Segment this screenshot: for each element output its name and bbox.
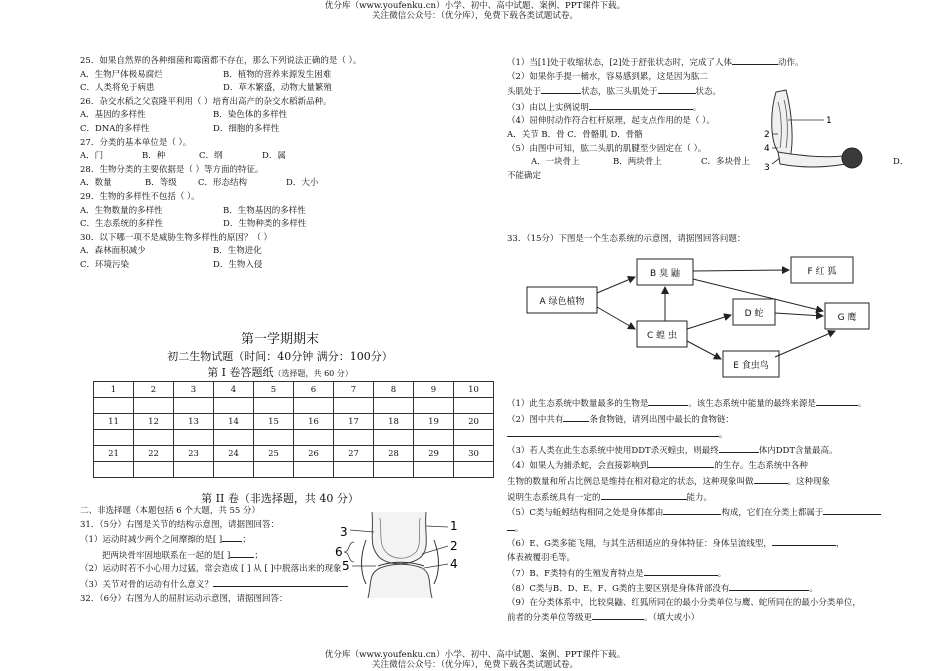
answer-cell[interactable] — [414, 430, 454, 446]
q33-text: 。该生态系统中能量的最终来源是 — [688, 399, 816, 409]
question-number-cell: 14 — [214, 414, 254, 430]
answer-cell[interactable] — [254, 462, 294, 478]
answer-cell[interactable] — [454, 398, 494, 414]
header-line-2: 关注微信公众号：（优分库），免费下载各类试题试卷。 — [371, 11, 579, 21]
question-number-cell: 6 — [294, 382, 334, 398]
q33-text: 的生存。生态系统中各种 — [714, 461, 808, 472]
option: C．人类将免于病患 — [80, 83, 155, 94]
q31-line1b-text: 把两块骨牢固地联系在一起的是[ ] — [102, 550, 231, 561]
options-25a — [80, 69, 480, 83]
question-number-cell: 19 — [414, 414, 454, 430]
arrow-a-c — [597, 307, 635, 329]
q33-line6b: 体表被覆羽毛等。 — [507, 552, 576, 563]
arrow-b-f — [693, 270, 789, 271]
exam-title: 第一学期期末 — [240, 332, 319, 347]
q31-line1-text: （1）运动时减少两个之间摩擦的是[ ] — [80, 535, 223, 546]
question-26: 26．杂交水稻之父袁隆平利用（ ）培育出高产的杂交水稻新品种。 — [80, 96, 332, 107]
q32-line1-tail: 动作。 — [778, 58, 804, 68]
answer-cell[interactable] — [414, 398, 454, 414]
question-number-cell: 30 — [454, 446, 494, 462]
option: D．细胞的多样性 — [213, 123, 280, 134]
answer-blank[interactable] — [816, 396, 858, 406]
answer-cell[interactable] — [214, 430, 254, 446]
option: A．数量 — [80, 178, 112, 189]
q33-stem: 33．（15分）下图是一个生态系统的示意图，请据图回答问题： — [507, 234, 746, 244]
q31-line1b: 把两块骨牢固地联系在一起的是[ ] ； — [80, 548, 500, 564]
q33-line5-tail: 。 — [507, 521, 927, 537]
options-26a — [80, 109, 480, 123]
options-30b — [80, 259, 480, 273]
footer-line-2: 关注微信公众号：（优分库），免费下载各类试题试卷。 — [371, 660, 579, 670]
answer-grid-number-row — [94, 446, 494, 462]
q33-text: （3）若人类在此生态系统中使用DDT杀灭蝗虫，则最终 — [507, 445, 719, 456]
option: D．草木繁盛，动物大量繁殖 — [223, 83, 332, 94]
node-e-label: E 食虫鸟 — [733, 361, 769, 371]
option: D．属 — [262, 151, 286, 162]
q33-text: 生物的数量和所占比例总是维持在相对稳定的状态，这种现象叫做 — [507, 476, 754, 487]
pointer-line — [350, 530, 374, 532]
arrow-c-e — [687, 341, 721, 359]
option: A．生物尸体极易腐烂 — [80, 69, 163, 80]
answer-blank[interactable] — [507, 521, 515, 531]
options-29a — [80, 205, 480, 219]
options-25b — [80, 82, 480, 96]
arrow-c-d — [687, 315, 731, 329]
answer-blank[interactable] — [644, 566, 718, 576]
option: A．生物数量的多样性 — [80, 205, 163, 216]
answer-cell[interactable] — [414, 462, 454, 478]
answer-blank[interactable] — [222, 532, 242, 542]
answer-cell[interactable] — [214, 398, 254, 414]
q33-line6: （6）E、G类多能飞翔，与其生活相适应的身体特征：身体呈流线型， ， — [507, 536, 927, 552]
option: C．形态结构 — [198, 178, 248, 189]
q33-text: （5）C类与蚯蚓结构相同之处是身体都由 — [507, 508, 664, 519]
option: D．大小 — [286, 178, 319, 189]
answer-blank[interactable] — [663, 505, 721, 515]
choice-questions — [80, 55, 480, 273]
arrow-e-g — [775, 331, 835, 357]
question-number-cell: 18 — [374, 414, 414, 430]
answer-grid-number-row — [94, 382, 494, 398]
answer-blank[interactable] — [507, 427, 719, 437]
question-number-cell: 12 — [134, 414, 174, 430]
question-number-cell: 26 — [294, 446, 334, 462]
question-number-cell: 22 — [134, 446, 174, 462]
q31-intro: 二、非选择题（本题包括 6 个大题，共 55 分） — [80, 506, 261, 516]
answer-grid-answer-row — [94, 462, 494, 478]
answer-cell[interactable] — [134, 462, 174, 478]
node-d-label: D 蛇 — [744, 309, 764, 319]
option: A．一块骨上 — [531, 157, 580, 168]
arm-label: 2 — [764, 130, 770, 140]
joint-diagram — [330, 512, 470, 598]
q32-line3-text: （3）由以上实例说明 — [507, 102, 589, 113]
q33-line2-blank: 。 — [507, 427, 927, 443]
question-number-cell: 4 — [214, 382, 254, 398]
forearm — [778, 152, 846, 167]
arrow-a-b — [597, 277, 635, 293]
answer-blank[interactable] — [589, 100, 693, 110]
answer-blank[interactable] — [563, 412, 589, 422]
answer-cell[interactable] — [94, 430, 134, 446]
answer-cell[interactable] — [374, 462, 414, 478]
answer-cell[interactable] — [94, 398, 134, 414]
node-g-label: G 鹰 — [837, 313, 857, 323]
arrow-d-g — [775, 313, 823, 316]
answer-cell[interactable] — [454, 462, 494, 478]
part1-title — [80, 364, 480, 380]
node-b-label: B 臭 鼬 — [650, 269, 680, 279]
question-number-cell: 3 — [174, 382, 214, 398]
answer-cell[interactable] — [334, 398, 374, 414]
q33-text: （1）此生态系统中数量最多的生物是 — [507, 399, 649, 409]
q31-line1: （1）运动时减少两个之间摩擦的是[ ] ； — [80, 532, 500, 548]
node-a-label: A 绿色植物 — [539, 297, 585, 307]
q33-text: 条食物链，请列出图中最长的食物链： — [589, 414, 734, 425]
option: B．种 — [142, 151, 166, 162]
q33-text: （8）C类与B、D、E、F、G类的主要区别是身体背部没有 — [507, 584, 730, 595]
question-number-cell: 28 — [374, 446, 414, 462]
options-28 — [80, 177, 480, 191]
option: D． — [893, 157, 909, 168]
q33-text: 。（填大或小） — [644, 613, 700, 624]
answer-cell[interactable] — [294, 398, 334, 414]
answer-grid — [93, 381, 494, 478]
arm-label: 3 — [764, 163, 770, 173]
answer-grid-number-row — [94, 414, 494, 430]
q33-line1: （1）此生态系统中数量最多的生物是 。该生态系统中能量的最终来源是 。 — [507, 396, 927, 412]
question-number-cell: 9 — [414, 382, 454, 398]
arm-label: 1 — [826, 116, 832, 126]
answer-cell[interactable] — [134, 430, 174, 446]
options-27 — [80, 150, 480, 164]
answer-cell[interactable] — [254, 430, 294, 446]
question-number-cell: 21 — [94, 446, 134, 462]
lower-bone — [368, 564, 432, 598]
option: C．DNA的多样性 — [80, 123, 150, 134]
options-29b — [80, 218, 480, 232]
q33-line9: （9）在分类体系中，比较臭鼬、红狐所同在的最小分类单位与鹰、蛇所同在的最小分类单位， — [507, 597, 861, 608]
answer-blank[interactable] — [648, 396, 688, 406]
q33-stem-wrap — [507, 233, 927, 247]
q33-text: （7）B、F类特有的生殖发育特点是 — [507, 568, 644, 579]
question-29: 29．生物的多样性不包括（ ）。 — [80, 191, 200, 202]
option: B．生物进化 — [213, 246, 262, 257]
answer-blank[interactable] — [823, 505, 881, 515]
question-number-cell: 29 — [414, 446, 454, 462]
question-number-cell: 20 — [454, 414, 494, 430]
option: A．基因的多样性 — [80, 110, 146, 121]
q32-text: 状态。 — [695, 87, 722, 98]
option: C．多块骨上 — [701, 157, 751, 168]
q33-line8: （8）C类与B、D、E、F、G类的主要区别是身体背部没有 。 — [507, 581, 927, 597]
q33-line7: （7）B、F类特有的生殖发育特点是 。 — [507, 566, 927, 582]
header-line-1: 优分库（www.youfenku.cn）小学、初中、高中试题、案例、PPT课件下载。 — [324, 1, 626, 11]
q33-text: 能力。 — [686, 492, 713, 503]
node-f-label: F 红 狐 — [807, 267, 837, 277]
q33-text: 。这种现象 — [787, 476, 831, 487]
question-28: 28．生物分类的主要依据是（ ）等方面的特征。 — [80, 164, 264, 175]
answer-cell[interactable] — [174, 430, 214, 446]
answer-grid-answer-row — [94, 398, 494, 414]
q33-line4c — [507, 490, 927, 506]
question-number-cell: 1 — [94, 382, 134, 398]
option: B．染色体的多样性 — [213, 110, 288, 121]
q33-text: 前者的分类单位等级更 — [507, 613, 593, 624]
question-number-cell: 27 — [334, 446, 374, 462]
q32-line2: （2）如果你手提一桶水，容易感到累，这是因为肱二 — [507, 71, 708, 82]
arm-label: 4 — [764, 144, 770, 154]
joint-label: 5 — [342, 559, 350, 573]
pointer-line — [772, 158, 780, 164]
pointer-line — [424, 564, 448, 568]
q33-line4 — [507, 458, 927, 474]
answer-cell[interactable] — [214, 462, 254, 478]
question-number-cell: 25 — [254, 446, 294, 462]
answer-cell[interactable] — [94, 462, 134, 478]
part1-title-note: （选择题，共 60 分） — [273, 369, 353, 378]
option: B．等级 — [145, 178, 177, 189]
answer-blank[interactable] — [592, 610, 644, 620]
food-web-diagram — [525, 255, 870, 385]
option: B．植物的营养来源发生困难 — [223, 69, 332, 80]
exam-subtitle: 初二生物试题（时间：40分钟 满分：100分） — [167, 350, 393, 363]
answer-cell[interactable] — [294, 462, 334, 478]
question-number-cell: 15 — [254, 414, 294, 430]
hand-ball — [842, 148, 862, 168]
option: C．生态系统的多样性 — [80, 219, 164, 230]
joint-label: 3 — [340, 525, 348, 539]
options-26b — [80, 123, 480, 137]
answer-blank[interactable] — [658, 84, 696, 94]
question-25: 25．如果自然界的各种细菌和霉菌都不存在，那么下列说法正确的是（ ）。 — [80, 56, 362, 66]
node-c-label: C 蝗 虫 — [646, 331, 678, 341]
option: B．生物基因的多样性 — [223, 205, 306, 216]
answer-blank[interactable] — [648, 458, 714, 468]
option: C．环境污染 — [80, 259, 130, 270]
answer-blank[interactable] — [729, 581, 809, 591]
answer-cell[interactable] — [334, 430, 374, 446]
options-30a — [80, 245, 480, 259]
option: B．两块骨上 — [613, 157, 662, 168]
q33-text: 体内DDT含量最高。 — [758, 445, 838, 456]
answer-cell[interactable] — [134, 398, 174, 414]
q31-line2: （2）运动时若不小心用力过猛，常会造成 [ ] 从 [ ]中脱落出来的现象 — [80, 564, 342, 575]
answer-cell[interactable] — [334, 462, 374, 478]
question-number-cell: 7 — [334, 382, 374, 398]
part2-title: 第 II 卷（非选择题，共 40 分） — [201, 492, 359, 505]
q33-line4b — [507, 474, 927, 490]
option: A．门 — [80, 151, 104, 162]
q32-line1-text: （1）当[1]处于收缩状态，[2]处于舒张状态时，完成了人体 — [507, 58, 732, 68]
answer-blank[interactable] — [601, 490, 687, 500]
answer-grid-answer-row — [94, 430, 494, 446]
q33-text: 构成，它们在分类上都属于 — [721, 508, 824, 519]
q33-text: （4）如果人为捕杀蛇，会直接影响到 — [507, 461, 649, 472]
question-number-cell: 8 — [374, 382, 414, 398]
answer-blank[interactable] — [541, 84, 581, 94]
q31-line3-text: （3）关节对骨的运动有什么意义？ — [80, 579, 213, 590]
q33-line5 — [507, 505, 927, 521]
joint-label: 1 — [450, 519, 458, 533]
answer-blank[interactable] — [772, 536, 836, 546]
question-number-cell: 10 — [454, 382, 494, 398]
answer-blank[interactable] — [754, 474, 788, 484]
question-30: 30．以下哪一项不是威胁生物多样性的原因？（ ） — [80, 232, 273, 243]
question-33 — [507, 396, 927, 626]
q33-text: （2）图中共有 — [507, 414, 564, 425]
q32-line5: （5）由图中可知，肱二头肌的肌腱至少固定在（ ）。 — [507, 143, 707, 154]
answer-cell[interactable] — [174, 462, 214, 478]
joint-label: 2 — [450, 539, 458, 553]
arm-diagram — [762, 82, 880, 177]
question-number-cell: 13 — [174, 414, 214, 430]
option: D．生物入侵 — [213, 259, 263, 270]
pointer-line — [426, 526, 448, 527]
part1-title-main: 第 I 卷答题纸 — [207, 366, 274, 379]
question-number-cell: 11 — [94, 414, 134, 430]
page-header — [0, 1, 950, 21]
q32-text: 状态，肱三头肌处于 — [581, 87, 658, 98]
question-number-cell: 17 — [334, 414, 374, 430]
question-number-cell: 24 — [214, 446, 254, 462]
q31-stem: 31．（5分）右图是关节的结构示意图，请据图回答： — [80, 519, 279, 530]
answer-blank[interactable] — [213, 577, 348, 587]
q32-text: 头肌处于 — [507, 87, 542, 98]
q32-line1 — [507, 55, 927, 71]
option: C．纲 — [199, 151, 223, 162]
question-27: 27．分类的基本单位是（ ）。 — [80, 137, 192, 148]
option: A．森林面积减少 — [80, 246, 146, 257]
joint-label: 4 — [450, 557, 458, 571]
question-number-cell: 5 — [254, 382, 294, 398]
answer-cell[interactable] — [374, 430, 414, 446]
question-number-cell: 16 — [294, 414, 334, 430]
answer-blank[interactable] — [732, 55, 778, 65]
page-footer — [0, 650, 950, 670]
q32-stem: 32．（6分）右图为人的屈肘运动示意图，请据图回答： — [80, 593, 288, 604]
q33-text: 说明生态系统具有一定的 — [507, 492, 601, 503]
answer-blank[interactable] — [230, 548, 254, 558]
answer-cell[interactable] — [454, 430, 494, 446]
q32-line4: （4）屈伸肘动作符合杠杆原理，起支点作用的是（ ）。 — [507, 116, 715, 127]
q33-text: （6）E、G类多能飞翔，与其生活相适应的身体特征：身体呈流线型， — [507, 539, 772, 550]
joint-label: 6 — [335, 545, 343, 559]
answer-cell[interactable] — [294, 430, 334, 446]
answer-blank[interactable] — [719, 443, 759, 453]
q32-line3: （3）由以上实例说明 。 — [507, 100, 927, 116]
q33-line2 — [507, 412, 927, 428]
q32-line4-opts: A．关节 B．骨 C．骨骼肌 D．骨骼 — [507, 129, 643, 140]
answer-cell[interactable] — [374, 398, 414, 414]
answer-cell[interactable] — [254, 398, 294, 414]
q33-line9b — [507, 610, 927, 626]
footer-line-1: 优分库（www.youfenku.cn）小学、初中、高中试题、案例、PPT课件下载。 — [324, 650, 626, 660]
answer-cell[interactable] — [174, 398, 214, 414]
question-number-cell: 2 — [134, 382, 174, 398]
q32-line5-tail: 不能确定 — [507, 170, 542, 181]
q33-line3 — [507, 443, 927, 459]
question-number-cell: 23 — [174, 446, 214, 462]
option: D．生物种类的多样性 — [223, 219, 307, 230]
